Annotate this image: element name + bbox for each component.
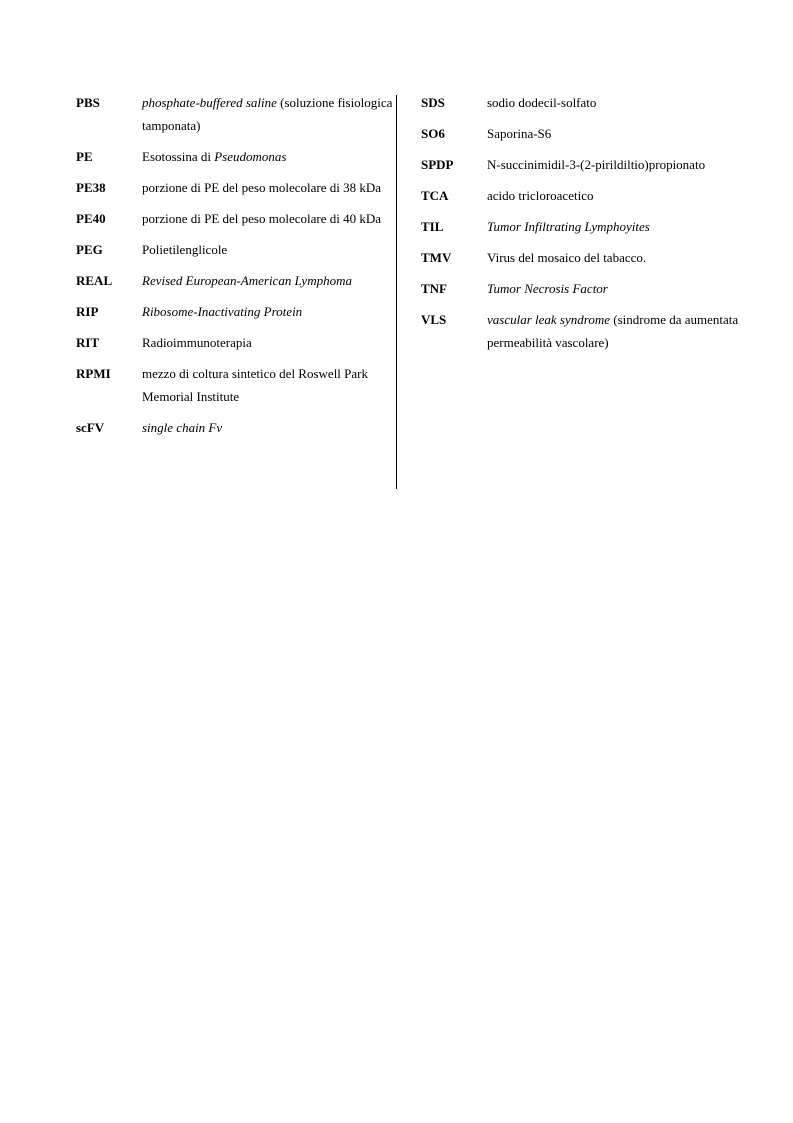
abbreviation-term: PBS (76, 95, 100, 110)
abbreviation-term: RIP (76, 304, 99, 319)
abbreviation-entry (421, 91, 751, 114)
abbreviation-entry (421, 153, 751, 176)
abbreviation-entry (76, 331, 394, 354)
abbreviation-term: SPDP (421, 157, 454, 172)
definition-italic: phosphate-buffered saline (142, 95, 277, 110)
abbreviation-definition: acido tricloroacetico (487, 188, 594, 203)
abbreviation-definition: Radioimmunoterapia (142, 335, 252, 350)
abbreviation-entry (421, 246, 751, 269)
definition-italic: Pseudomonas (214, 149, 287, 164)
abbreviation-entry (76, 362, 394, 408)
abbreviation-term: VLS (421, 312, 447, 327)
abbreviation-entry (76, 176, 394, 199)
abbreviation-definition: Virus del mosaico del tabacco. (487, 250, 647, 265)
abbreviation-definition: Tumor Necrosis Factor (487, 281, 608, 296)
abbreviation-term: TNF (421, 281, 447, 296)
abbreviation-definition: single chain Fv (142, 420, 223, 435)
abbreviation-entry (421, 184, 751, 207)
abbreviation-entry (76, 416, 394, 439)
definition-italic: vascular leak syndrome (487, 312, 610, 327)
definition-text: Esotossina di (142, 149, 215, 164)
abbreviation-term: REAL (76, 273, 113, 288)
definition-text: (sindrome da aumentata permeabilità vascolare) (487, 312, 739, 350)
abbreviation-definition: N-succinimidil-3-(2-pirildiltio)propionato (487, 157, 706, 172)
abbreviation-definition (142, 145, 394, 168)
abbreviation-term: TCA (421, 188, 449, 203)
abbreviation-entry (76, 91, 394, 137)
abbreviation-term: SDS (421, 95, 445, 110)
abbreviations-right-column (421, 91, 751, 362)
abbreviation-term: PE38 (76, 180, 106, 195)
abbreviation-term: TIL (421, 219, 444, 234)
definition-text: (soluzione fisiologica tamponata) (142, 95, 393, 133)
abbreviations-left-column (76, 91, 394, 447)
abbreviation-term: TMV (421, 250, 452, 265)
abbreviation-term: scFV (76, 420, 105, 435)
abbreviation-definition (142, 91, 394, 137)
abbreviation-entry (76, 269, 394, 292)
abbreviation-term: RPMI (76, 366, 111, 381)
abbreviation-definition (487, 308, 751, 354)
abbreviation-definition: Saporina-S6 (487, 126, 552, 141)
abbreviation-term: RIT (76, 335, 100, 350)
abbreviation-term: PEG (76, 242, 103, 257)
abbreviation-definition: mezzo di coltura sintetico del Roswell Park Memorial Institute (142, 366, 368, 404)
abbreviation-definition: porzione di PE del peso molecolare di 40 kDa (142, 211, 381, 226)
abbreviation-definition: Polietilenglicole (142, 242, 228, 257)
abbreviation-entry (76, 145, 394, 168)
abbreviation-term: PE (76, 149, 93, 164)
abbreviation-entry (421, 215, 751, 238)
abbreviation-term: SO6 (421, 126, 445, 141)
abbreviation-entry (76, 207, 394, 230)
abbreviation-entry (76, 238, 394, 261)
abbreviation-entry (76, 300, 394, 323)
abbreviation-definition: Ribosome-Inactivating Protein (142, 304, 303, 319)
abbreviation-entry (421, 122, 751, 145)
abbreviation-definition: porzione di PE del peso molecolare di 38 kDa (142, 180, 381, 195)
abbreviation-definition: Revised European-American Lymphoma (142, 273, 352, 288)
abbreviation-term: PE40 (76, 211, 106, 226)
column-divider (396, 95, 397, 489)
abbreviation-definition: sodio dodecil-solfato (487, 95, 597, 110)
abbreviation-entry (421, 308, 751, 354)
abbreviation-definition: Tumor Infiltrating Lymphoyites (487, 219, 650, 234)
abbreviation-entry (421, 277, 751, 300)
